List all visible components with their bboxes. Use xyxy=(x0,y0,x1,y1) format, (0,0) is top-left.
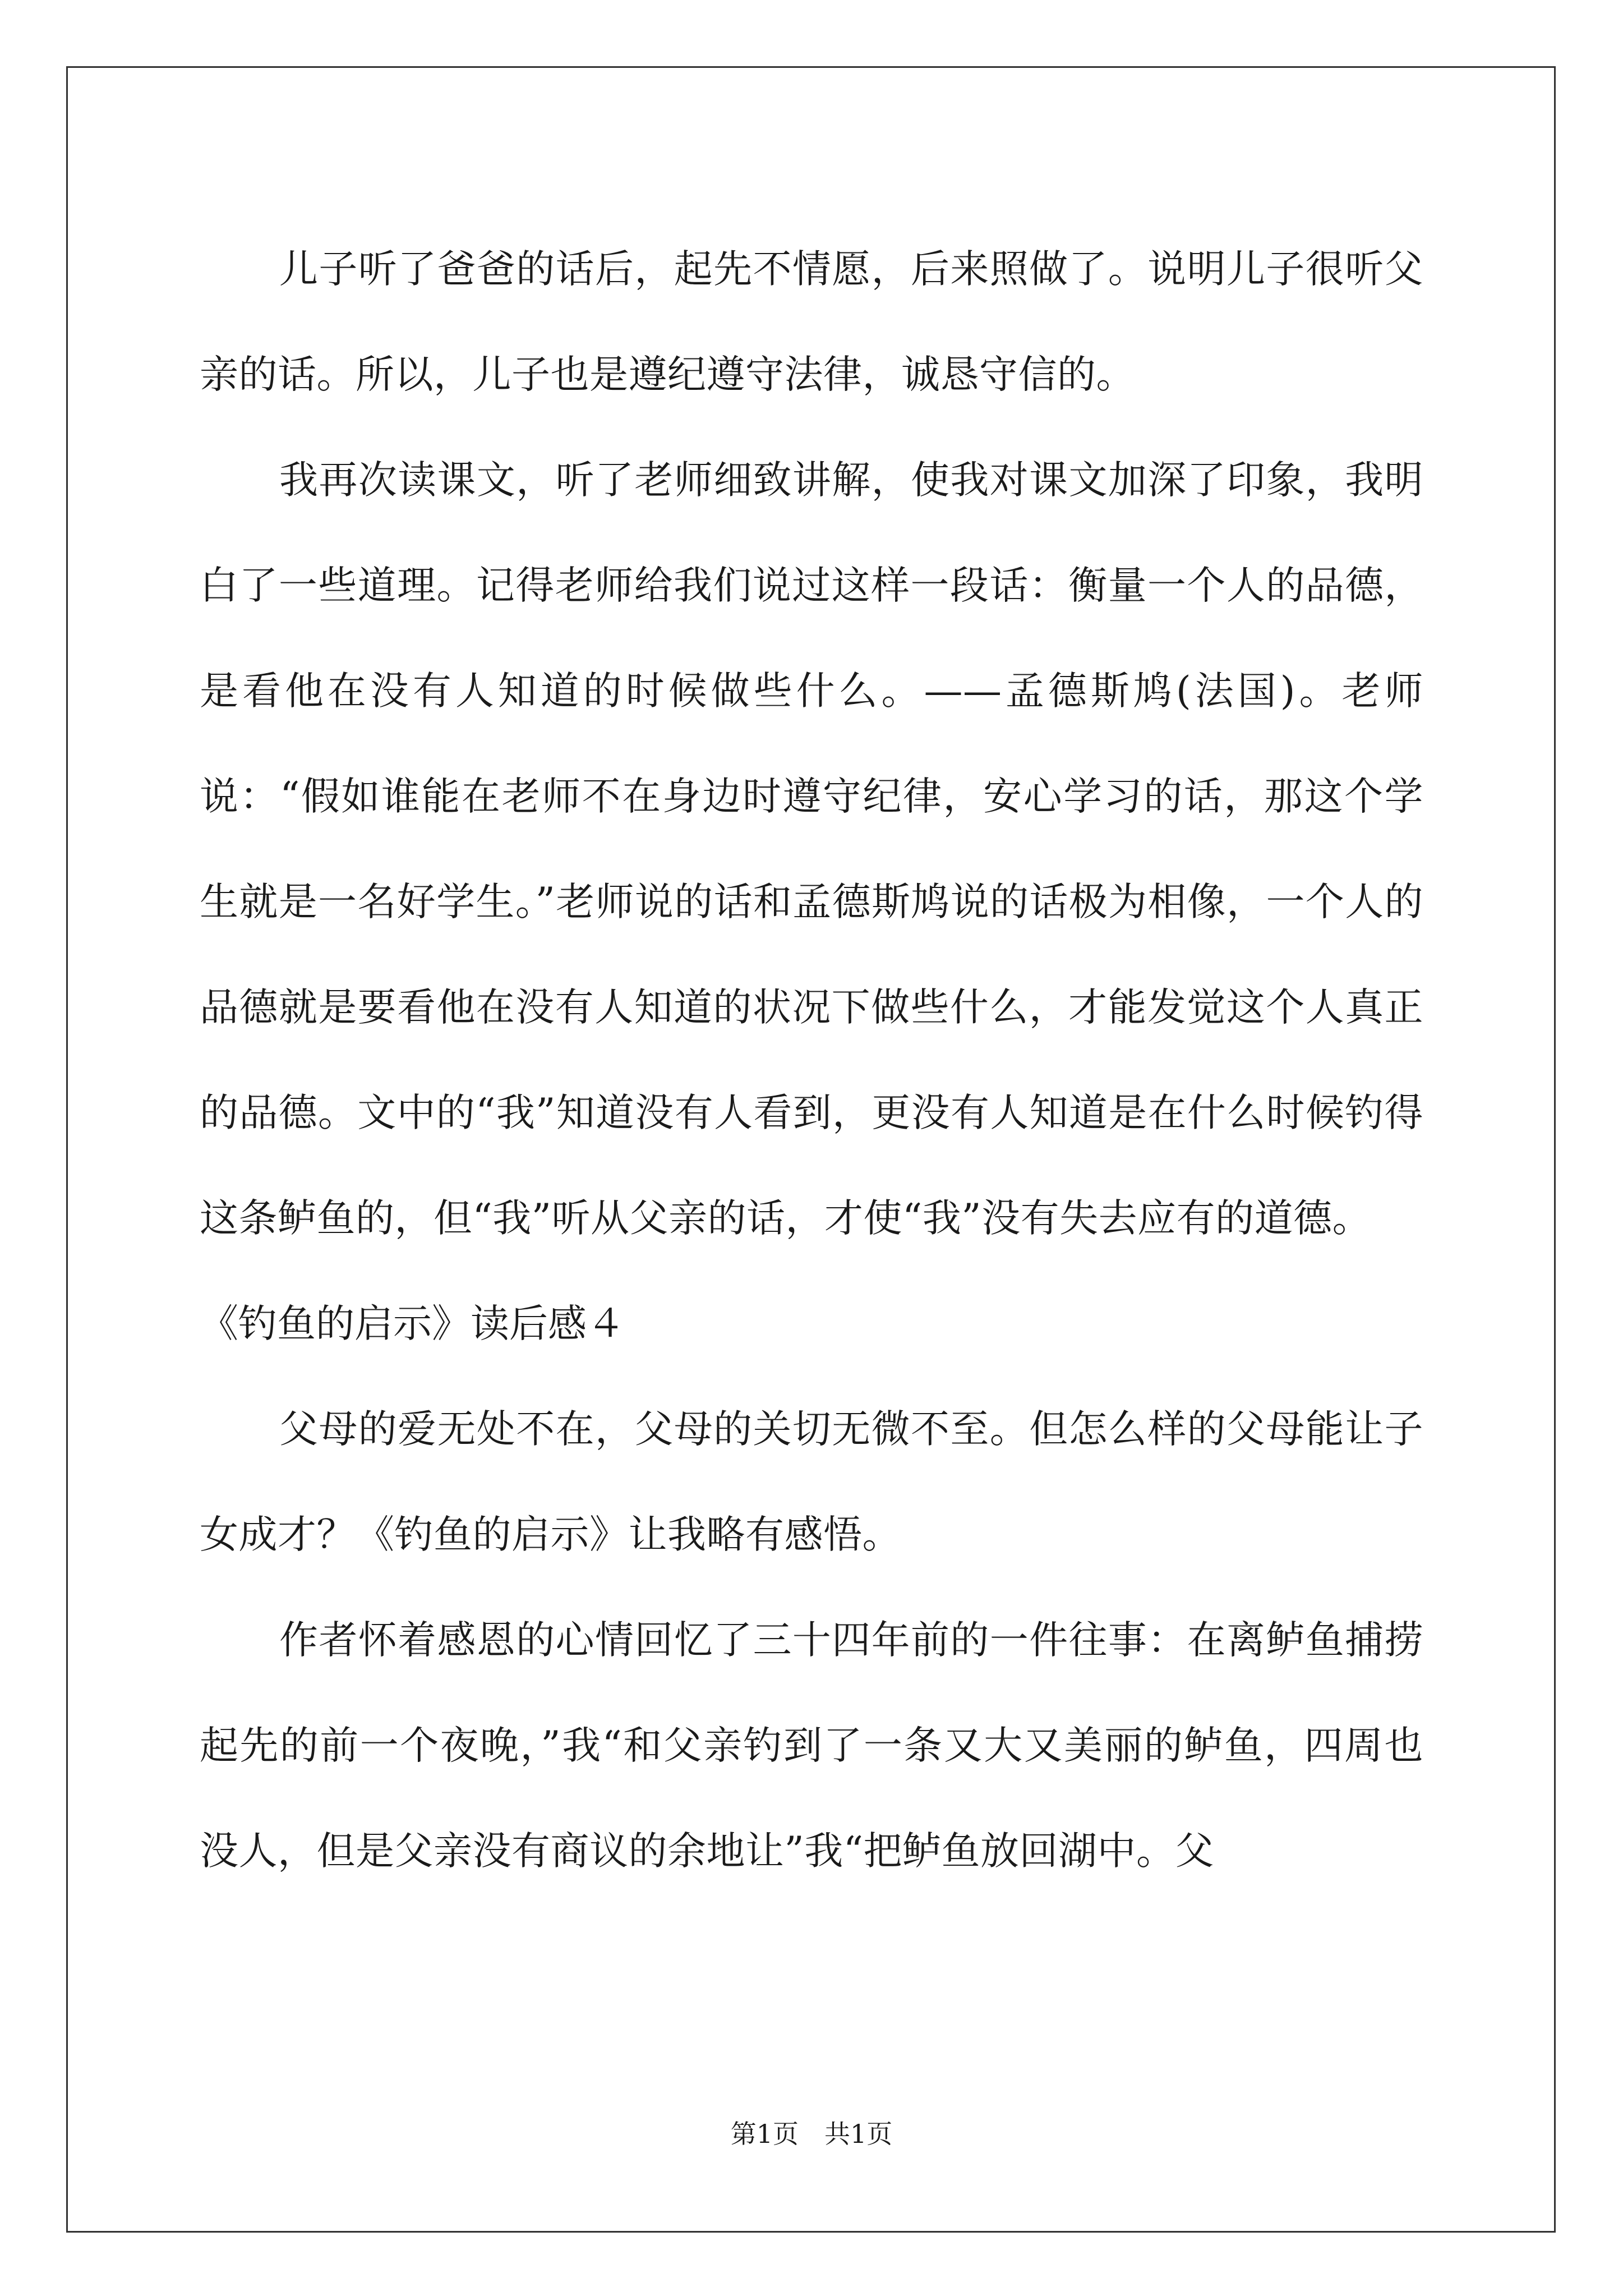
page-total: 共1页 xyxy=(824,2119,893,2149)
paragraph: 我再次读课文，听了老师细致讲解，使我对课文加深了印象，我明白了一些道理。记得老师给我们说过这样一段话：衡量一个人的品德，是看他在没有人知道的时候做些什么。——孟德斯鸠(法国)。老师说：“假如谁能在老师不在身边时遵守纪律，安心学习的话，那这个学生就是一名好学生。”老师说的话和孟德斯鸠说的话极为相像，一个人的品德就是要看他在没有人知道的状况下做些什么，才能发觉这个人真正的品德。文中的“我”知道没有人看到，更没有人知道是在什么时候钓得这条鲈鱼的，但“我”听从父亲的话，才使“我”没有失去应有的道德。 xyxy=(200,458,1423,1241)
paragraph: 父母的爱无处不在，父母的关切无微不至。但怎么样的父母能让子女成才？《钓鱼的启示》让我略有感悟。 xyxy=(200,1407,1423,1557)
document-body xyxy=(200,217,1423,1904)
paragraph: 儿子听了爸爸的话后，起先不情愿，后来照做了。说明儿子很听父亲的话。所以，儿子也是遵纪遵守法律，诚恳守信的。 xyxy=(200,247,1423,397)
page-number: 第1页 xyxy=(730,2119,799,2149)
paragraph: 作者怀着感恩的心情回忆了三十四年前的一件往事：在离鲈鱼捕捞起先的前一个夜晚，”我“和父亲钓到了一条又大又美丽的鲈鱼，四周也没人，但是父亲没有商议的余地让”我“把鲈鱼放回湖中。父 xyxy=(200,1618,1423,1874)
section-heading: 《钓鱼的启示》读后感４ xyxy=(200,1301,625,1346)
page-footer xyxy=(0,2117,1623,2151)
